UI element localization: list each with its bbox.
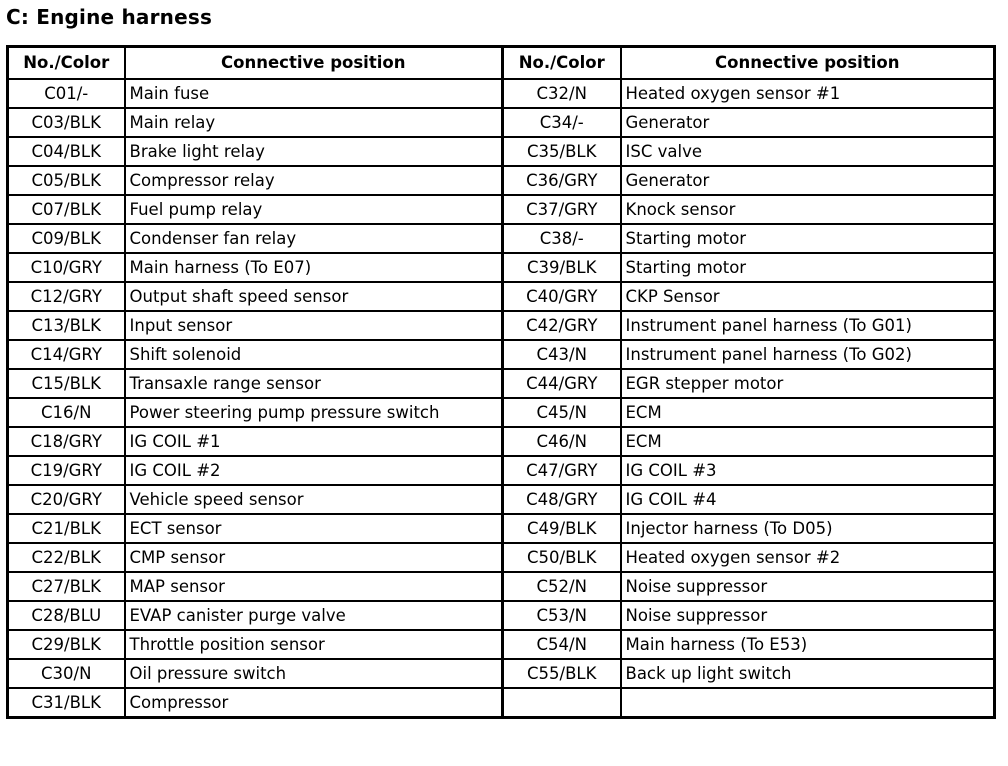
connective-position-left: Power steering pump pressure switch	[125, 398, 503, 427]
table-row	[8, 369, 995, 398]
connector-number-left: C27/BLK	[8, 572, 125, 601]
connector-number-right: C40/GRY	[503, 282, 621, 311]
connector-number-left: C14/GRY	[8, 340, 125, 369]
connector-number-right: C49/BLK	[503, 514, 621, 543]
table-row	[8, 543, 995, 572]
connector-number-left: C04/BLK	[8, 137, 125, 166]
connective-position-right: Noise suppressor	[621, 601, 995, 630]
table-row	[8, 427, 995, 456]
table-row	[8, 630, 995, 659]
connector-number-left: C01/-	[8, 79, 125, 108]
table-row	[8, 485, 995, 514]
connector-number-left: C10/GRY	[8, 253, 125, 282]
connective-position-left: Shift solenoid	[125, 340, 503, 369]
connective-position-left: Fuel pump relay	[125, 195, 503, 224]
connective-position-right: IG COIL #3	[621, 456, 995, 485]
header-connective-position-left: Connective position	[125, 47, 503, 80]
connector-number-left: C22/BLK	[8, 543, 125, 572]
connective-position-right	[621, 688, 995, 718]
page-title: C: Engine harness	[6, 5, 213, 29]
table-row	[8, 659, 995, 688]
connective-position-left: IG COIL #1	[125, 427, 503, 456]
header-number-color-right: No./Color	[503, 47, 621, 80]
connective-position-right: Starting motor	[621, 253, 995, 282]
connective-position-right: CKP Sensor	[621, 282, 995, 311]
table-header-row	[8, 47, 995, 80]
table-row	[8, 688, 995, 718]
connector-number-right: C35/BLK	[503, 137, 621, 166]
table-row	[8, 456, 995, 485]
connective-position-right: Heated oxygen sensor #1	[621, 79, 995, 108]
connective-position-left: ECT sensor	[125, 514, 503, 543]
table-row	[8, 311, 995, 340]
table-row	[8, 514, 995, 543]
connective-position-left: Main relay	[125, 108, 503, 137]
connective-position-right: IG COIL #4	[621, 485, 995, 514]
connector-number-left: C31/BLK	[8, 688, 125, 718]
connective-position-left: Brake light relay	[125, 137, 503, 166]
engine-harness-table	[6, 45, 996, 719]
connector-number-right: C54/N	[503, 630, 621, 659]
connective-position-left: Output shaft speed sensor	[125, 282, 503, 311]
table-row	[8, 253, 995, 282]
connector-number-right: C48/GRY	[503, 485, 621, 514]
connector-number-right: C32/N	[503, 79, 621, 108]
connector-number-right	[503, 688, 621, 718]
table-row	[8, 398, 995, 427]
connector-number-right: C38/-	[503, 224, 621, 253]
connective-position-right: EGR stepper motor	[621, 369, 995, 398]
connector-number-right: C53/N	[503, 601, 621, 630]
connective-position-right: Generator	[621, 166, 995, 195]
connective-position-right: Main harness (To E53)	[621, 630, 995, 659]
connector-number-right: C52/N	[503, 572, 621, 601]
table-row	[8, 137, 995, 166]
table-row	[8, 601, 995, 630]
connective-position-right: Heated oxygen sensor #2	[621, 543, 995, 572]
connective-position-left: Main fuse	[125, 79, 503, 108]
table-row	[8, 282, 995, 311]
connector-number-left: C21/BLK	[8, 514, 125, 543]
connective-position-left: EVAP canister purge valve	[125, 601, 503, 630]
connector-number-left: C12/GRY	[8, 282, 125, 311]
connective-position-right: Instrument panel harness (To G02)	[621, 340, 995, 369]
connector-number-right: C46/N	[503, 427, 621, 456]
connective-position-right: Instrument panel harness (To G01)	[621, 311, 995, 340]
connective-position-right: ECM	[621, 398, 995, 427]
connector-number-left: C09/BLK	[8, 224, 125, 253]
table-row	[8, 108, 995, 137]
header-number-color-left: No./Color	[8, 47, 125, 80]
table-row	[8, 572, 995, 601]
connective-position-left: Condenser fan relay	[125, 224, 503, 253]
connective-position-right: ECM	[621, 427, 995, 456]
connector-number-right: C37/GRY	[503, 195, 621, 224]
connector-number-left: C19/GRY	[8, 456, 125, 485]
connector-number-left: C07/BLK	[8, 195, 125, 224]
connector-number-left: C28/BLU	[8, 601, 125, 630]
connective-position-right: Injector harness (To D05)	[621, 514, 995, 543]
connective-position-left: CMP sensor	[125, 543, 503, 572]
connective-position-right: Generator	[621, 108, 995, 137]
connector-number-left: C30/N	[8, 659, 125, 688]
connector-number-right: C39/BLK	[503, 253, 621, 282]
table-row	[8, 195, 995, 224]
connector-number-right: C44/GRY	[503, 369, 621, 398]
connector-number-right: C43/N	[503, 340, 621, 369]
connector-number-left: C05/BLK	[8, 166, 125, 195]
connector-number-right: C42/GRY	[503, 311, 621, 340]
connector-number-right: C55/BLK	[503, 659, 621, 688]
connector-number-left: C29/BLK	[8, 630, 125, 659]
connector-number-right: C45/N	[503, 398, 621, 427]
connector-number-left: C13/BLK	[8, 311, 125, 340]
table-row	[8, 340, 995, 369]
connective-position-right: Knock sensor	[621, 195, 995, 224]
table-row	[8, 166, 995, 195]
connective-position-right: Noise suppressor	[621, 572, 995, 601]
table-body	[8, 79, 995, 718]
connective-position-left: Input sensor	[125, 311, 503, 340]
connector-number-right: C34/-	[503, 108, 621, 137]
connective-position-left: Compressor	[125, 688, 503, 718]
connector-number-left: C03/BLK	[8, 108, 125, 137]
connective-position-left: Main harness (To E07)	[125, 253, 503, 282]
connector-number-right: C50/BLK	[503, 543, 621, 572]
connective-position-left: IG COIL #2	[125, 456, 503, 485]
connective-position-right: Starting motor	[621, 224, 995, 253]
connector-number-left: C20/GRY	[8, 485, 125, 514]
connective-position-left: Oil pressure switch	[125, 659, 503, 688]
connective-position-right: ISC valve	[621, 137, 995, 166]
table-row	[8, 79, 995, 108]
connective-position-left: MAP sensor	[125, 572, 503, 601]
header-connective-position-right: Connective position	[621, 47, 995, 80]
connective-position-left: Transaxle range sensor	[125, 369, 503, 398]
table-row	[8, 224, 995, 253]
connector-number-left: C15/BLK	[8, 369, 125, 398]
connector-number-left: C18/GRY	[8, 427, 125, 456]
connector-number-right: C36/GRY	[503, 166, 621, 195]
connective-position-left: Vehicle speed sensor	[125, 485, 503, 514]
connector-number-right: C47/GRY	[503, 456, 621, 485]
connective-position-left: Compressor relay	[125, 166, 503, 195]
connector-number-left: C16/N	[8, 398, 125, 427]
connective-position-left: Throttle position sensor	[125, 630, 503, 659]
connective-position-right: Back up light switch	[621, 659, 995, 688]
